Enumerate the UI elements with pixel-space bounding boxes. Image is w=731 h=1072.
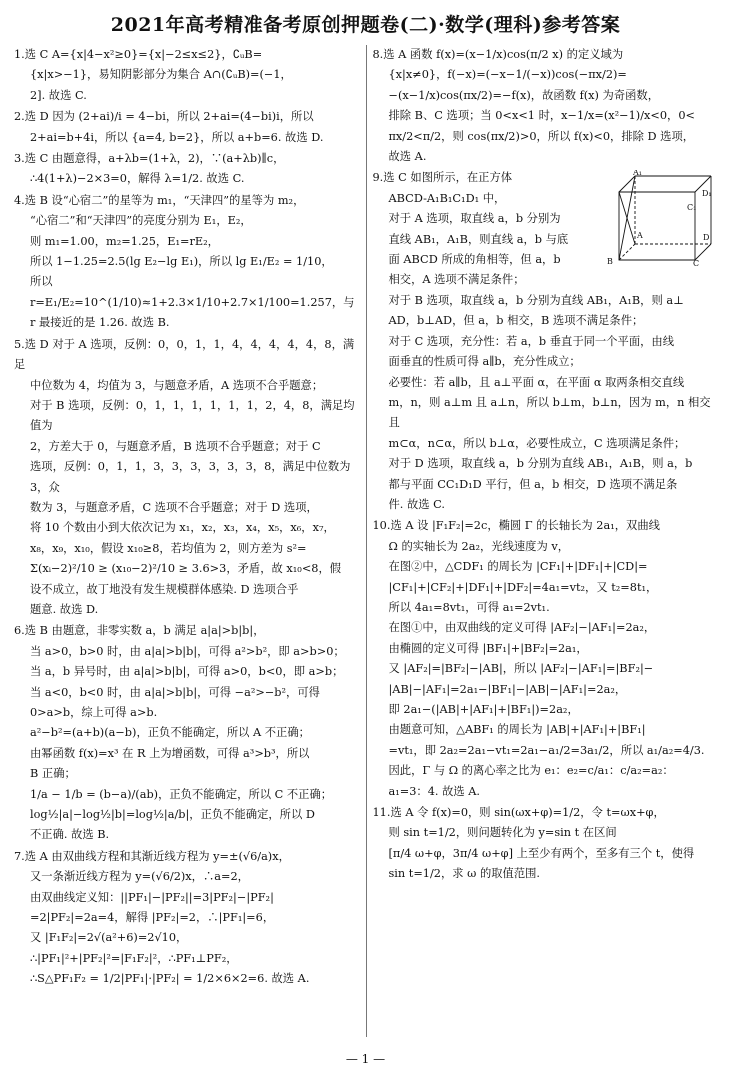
answer-2-line: 2+ai=b+4i，所以 {a=4, b=2}，所以 a+b=6. 故选 D. [30, 130, 324, 144]
answer-11 [373, 803, 718, 885]
cube-figure [597, 170, 717, 266]
answer-1-line: 1.选 C A={x|4−x²≥0}={x|−2≤x≤2}，∁ᵤB= [14, 48, 263, 61]
two-column-body [14, 45, 717, 1055]
answer-7 [14, 847, 359, 990]
answer-10-line: 因此，Γ 与 Ω 的离心率之比为 e₁：e₂=c/a₁：c/a₂=a₂： [388, 764, 674, 778]
answer-9-line: 对于 B 选项，取直线 a，b 分别为直线 AB₁，A₁B，则 a⊥ [388, 293, 684, 307]
answer-5-line: 选项，反例：0，1，1，3，3，3，3，3，3，8，满足中位数为 3，众 [30, 460, 351, 494]
answer-6-line: 0>a>b，综上可得 a>b. [30, 706, 158, 719]
answer-6-line: B 正确； [30, 767, 76, 781]
answer-5-line: 设不成立，故丁地没有发生规模群体感染. D 选项合乎 [30, 582, 299, 596]
answer-5-line: 中位数为 4，均值为 3，与题意矛盾，A 选项不合乎题意； [30, 378, 324, 392]
answer-9-line: AD，b⊥AD，但 a，b 相交，B 选项不满足条件； [388, 314, 644, 328]
cube-label: C [693, 259, 700, 267]
answer-9-line: m⊂α，n⊂α，所以 b⊥α，必要性成立，C 选项满足条件； [388, 436, 686, 450]
answer-7-line: 由双曲线定义知：||PF₁|−|PF₂||=3|PF₂|−|PF₂| [30, 890, 274, 904]
answer-3-line: ∴4(1+λ)−2×3=0，解得 λ=1/2. 故选 C. [30, 172, 245, 186]
answer-5 [14, 335, 359, 621]
answer-9-line: ABCD-A₁B₁C₁D₁ 中， [388, 191, 506, 205]
answer-8-line: πx/2<π/2，则 cos(πx/2)>0，所以 f(x)<0，排除 D 选项， [388, 129, 695, 143]
answer-6-line: 6.选 B 由题意，非零实数 a，b 满足 a|a|>b|b|， [14, 624, 265, 638]
answer-7-line: 又 |F₁F₂|=2√(a²+6)=2√10， [30, 931, 188, 945]
answer-6-line: 当 a<0，b<0 时，由 a|a|>b|b|，可得 −a²>−b²，可得 [30, 685, 320, 699]
answer-8-line: −(x−1/x)cos(πx/2)=−f(x)，故函数 f(x) 为奇函数， [388, 88, 660, 102]
answer-2-line: 2.选 D 因为 (2+ai)/i = 4−bi，所以 2+ai=(4−bi)i，所以 [14, 110, 314, 124]
answer-6-line: 当 a>0，b>0 时，由 a|a|>b|b|，可得 a²>b²，即 a>b>0； [30, 644, 345, 658]
answer-9-line: 对于 A 选项，取直线 a，b 分别为 [388, 212, 561, 226]
column-divider [366, 45, 367, 1037]
answer-5-line: 5.选 D 对于 A 选项，反例：0，0，1，1，4，4，4，4，4，8，满足 [14, 337, 355, 372]
answer-7-line: 7.选 A 由双曲线方程和其渐近线方程为 y=±(√6/a)x， [14, 849, 290, 863]
answer-9-line: 对于 C 选项，充分性：若 a，b 垂直于同一个平面，由线 [388, 334, 675, 348]
answer-10-line: =vt₁，即 2a₂=2a₁−vt₁=2a₁−a₁/2=3a₁/2，所以 a₁/a₂=4/3. [388, 743, 705, 757]
answer-1 [14, 45, 359, 106]
answer-10-line: 即 2a₁−(|AB|+|AF₁|+|BF₁|)=2a₂， [388, 703, 579, 716]
answer-9-line: 都与平面 CC₁D₁D 平行，但 a，b 相交，D 选项不满足条 [388, 477, 678, 491]
left-column [14, 45, 359, 1055]
answer-4 [14, 191, 359, 334]
answer-10-line: a₁=3：4. 故选 A. [388, 784, 481, 798]
answer-9-line: 直线 AB₁，A₁B，则直线 a，b 与底 [388, 232, 569, 246]
page-title: 2021年高考精准备考原创押题卷(二)·数学(理科)参考答案 [110, 14, 621, 36]
answer-6-line: 当 a，b 异号时，由 a|a|>b|b|，可得 a>0，b<0，即 a>b； [30, 665, 344, 679]
answer-5-line: 数为 3，与题意矛盾，C 选项不合乎题意；对于 D 选项， [30, 500, 318, 514]
answer-10-line: 在图①中，由双曲线的定义可得 |AF₂|−|AF₁|=2a₂， [388, 621, 656, 635]
answer-7-line: 又一条渐近线方程为 y=(√6/2)x，∴a=2， [30, 870, 249, 884]
answer-9-line: 件. 故选 C. [388, 497, 445, 511]
answer-7-line: =2|PF₂|=2a=4，解得 |PF₂|=2，∴|PF₁|=6， [30, 911, 275, 925]
cube-edge [695, 244, 711, 260]
cube-label: D₁ [702, 189, 712, 199]
answer-6-line: a²−b²=(a+b)(a−b)，正负不能确定，所以 A 不正确； [30, 726, 310, 740]
answer-9-line: m，n，则 a⊥m 且 a⊥n，所以 b⊥m，b⊥n，因为 m，n 相交且 [388, 395, 711, 430]
answer-4-line: 则 m₁=1.00，m₂=1.25，E₁=rE₂， [30, 234, 219, 248]
answer-10-line: 又 |AF₂|=|BF₂|−|AB|，所以 |AF₂|−|AF₁|=|BF₂|− [388, 662, 654, 676]
answer-11-line: 则 sin t=1/2，则问题转化为 y=sin t 在区间 [388, 826, 617, 840]
answer-5-line: Σ(xᵢ−2)²/10 ≥ (x₁₀−2)²/10 ≥ 3.6>3，矛盾，故 x₁₀<8，假 [30, 562, 342, 576]
answer-9-line: 9.选 C 如图所示，在正方体 [372, 171, 513, 185]
answer-10 [373, 516, 718, 802]
cube-diagonal [619, 176, 635, 260]
answer-10-line: Ω 的实轴长为 2a₂，光线速度为 v， [388, 539, 570, 553]
answer-5-line: 题意. 故选 D. [30, 602, 99, 616]
page-number: — 1 — [345, 1052, 386, 1066]
answer-5-line: 对于 B 选项，反例：0，1，1，1，1，1，1，2，4，8，满足均值为 [30, 398, 355, 433]
answer-6-line: 不正确. 故选 B. [30, 828, 110, 842]
cube-label: D [703, 233, 710, 243]
answer-8 [373, 45, 718, 167]
answer-5-line: 2，方差大于 0，与题意矛盾，B 选项不合乎题意；对于 C [30, 439, 321, 453]
answer-10-line: 所以 4a₁=8vt₁，可得 a₁=2vt₁. [388, 600, 550, 614]
answer-10-line: 在图②中，△CDF₁ 的周长为 |CF₁|+|DF₁|+|CD|= [388, 560, 648, 574]
answer-9-line: 面 ABCD 所成的角相等，但 a，b [388, 253, 561, 267]
answer-6-line: 由幂函数 f(x)=x³ 在 R 上为增函数，可得 a³>b³，所以 [30, 746, 310, 760]
answer-10-line: |CF₁|+|CF₂|+|DF₁|+|DF₂|=4a₁=vt₂，又 t₂=8t₁， [388, 580, 658, 594]
answer-10-line: 10.选 A 设 |F₁F₂|=2c，椭圆 Γ 的长轴长为 2a₁，双曲线 [372, 519, 660, 533]
answer-11-line: sin t=1/2，求 ω 的取值范围. [388, 867, 541, 881]
answer-8-line: {x|x≠0}，f(−x)=(−x−1/(−x))cos(−πx/2)= [388, 68, 627, 82]
answer-6 [14, 621, 359, 845]
answer-4-line: “心宿二”和“天津四”的亮度分别为 E₁，E₂， [30, 214, 252, 228]
answer-9-line: 面垂直的性质可得 a∥b，充分性成立； [388, 355, 581, 369]
answer-4-line: 所以 r=E₁/E₂=10^(1/10)≈1+2.3×1/10+2.7×1/100=1.257，与 [30, 275, 355, 309]
cube-label: A [637, 231, 643, 241]
answer-6-line: log½|a|−log½|b|=log½|a/b|，正负不能确定，所以 D [30, 808, 315, 822]
answer-9 [373, 168, 718, 515]
answer-1-line: 2]. 故选 C. [30, 88, 87, 102]
answer-5-line: 将 10 个数由小到大依次记为 x₁，x₂，x₃，x₄，x₅，x₆，x₇， [30, 521, 335, 535]
answer-10-line: 由题意可知，△ABF₁ 的周长为 |AB|+|AF₁|+|BF₁| [388, 723, 646, 737]
answer-8-line: 8.选 A 函数 f(x)=(x−1/x)cos(π/2 x) 的定义域为 [372, 48, 624, 61]
answer-10-line: 由椭圆的定义可得 |BF₁|+|BF₂|=2a₁， [388, 641, 588, 655]
cube-label: C₁ [687, 203, 697, 213]
answer-8-line: 故选 A. [388, 150, 427, 164]
answer-9-line: 必要性：若 a∥b，且 a⊥平面 α，在平面 α 取两条相交直线 [388, 375, 685, 389]
answer-2 [14, 107, 359, 148]
answer-4-line: r 最接近的是 1.26. 故选 B. [30, 316, 170, 330]
answer-1-line: {x|x>−1}，易知阴影部分为集合 A∩(∁ᵤB)=(−1， [30, 68, 292, 82]
answer-7-line: ∴|PF₁|²+|PF₂|²=|F₁F₂|²，∴PF₁⊥PF₂， [30, 951, 238, 965]
answer-5-line: x₈，x₉，x₁₀，假设 x₁₀≥8，若均值为 2，则方差为 s²= [30, 541, 307, 555]
answer-3 [14, 149, 359, 190]
answer-11-line: 11.选 A 令 f(x)=0，则 sin(ωx+φ)=1/2，令 t=ωx+φ， [372, 806, 665, 820]
answer-4-line: 4.选 B 设“心宿二”的星等为 m₁，“天津四”的星等为 m₂， [14, 193, 305, 207]
answer-10-line: |AB|−|AF₁|=2a₁−|BF₁|−|AB|−|AF₁|=2a₂， [388, 682, 627, 696]
answer-9-line: 相交，A 选项不满足条件； [388, 273, 525, 287]
answer-11-line: [π/4 ω+φ，3π/4 ω+φ] 上至少有两个，至多有三个 t，使得 [388, 846, 695, 860]
answer-3-line: 3.选 C 由题意得，a+λb=(1+λ，2)，∵(a+λb)∥c， [14, 152, 285, 166]
cube-label: B [607, 257, 613, 267]
answer-9-line: 对于 D 选项，取直线 a，b 分别为直线 AB₁，A₁B，则 a，b [388, 457, 693, 471]
answer-7-line: ∴S△PF₁F₂ = 1/2|PF₁|·|PF₂| = 1/2×6×2=6. 故选 A. [30, 972, 310, 986]
answer-6-line: 1/a − 1/b = (b−a)/(ab)，正负不能确定，所以 C 不正确； [30, 787, 333, 801]
answer-4-line: 所以 1−1.25=2.5(lg E₂−lg E₁)，所以 lg E₁/E₂ = 1/10， [30, 255, 333, 269]
cube-label: A₁ [633, 170, 642, 178]
right-column [373, 45, 718, 1055]
answer-8-line: 排除 B、C 选项；当 0<x<1 时，x−1/x=(x²−1)/x<0，0< [388, 109, 695, 123]
